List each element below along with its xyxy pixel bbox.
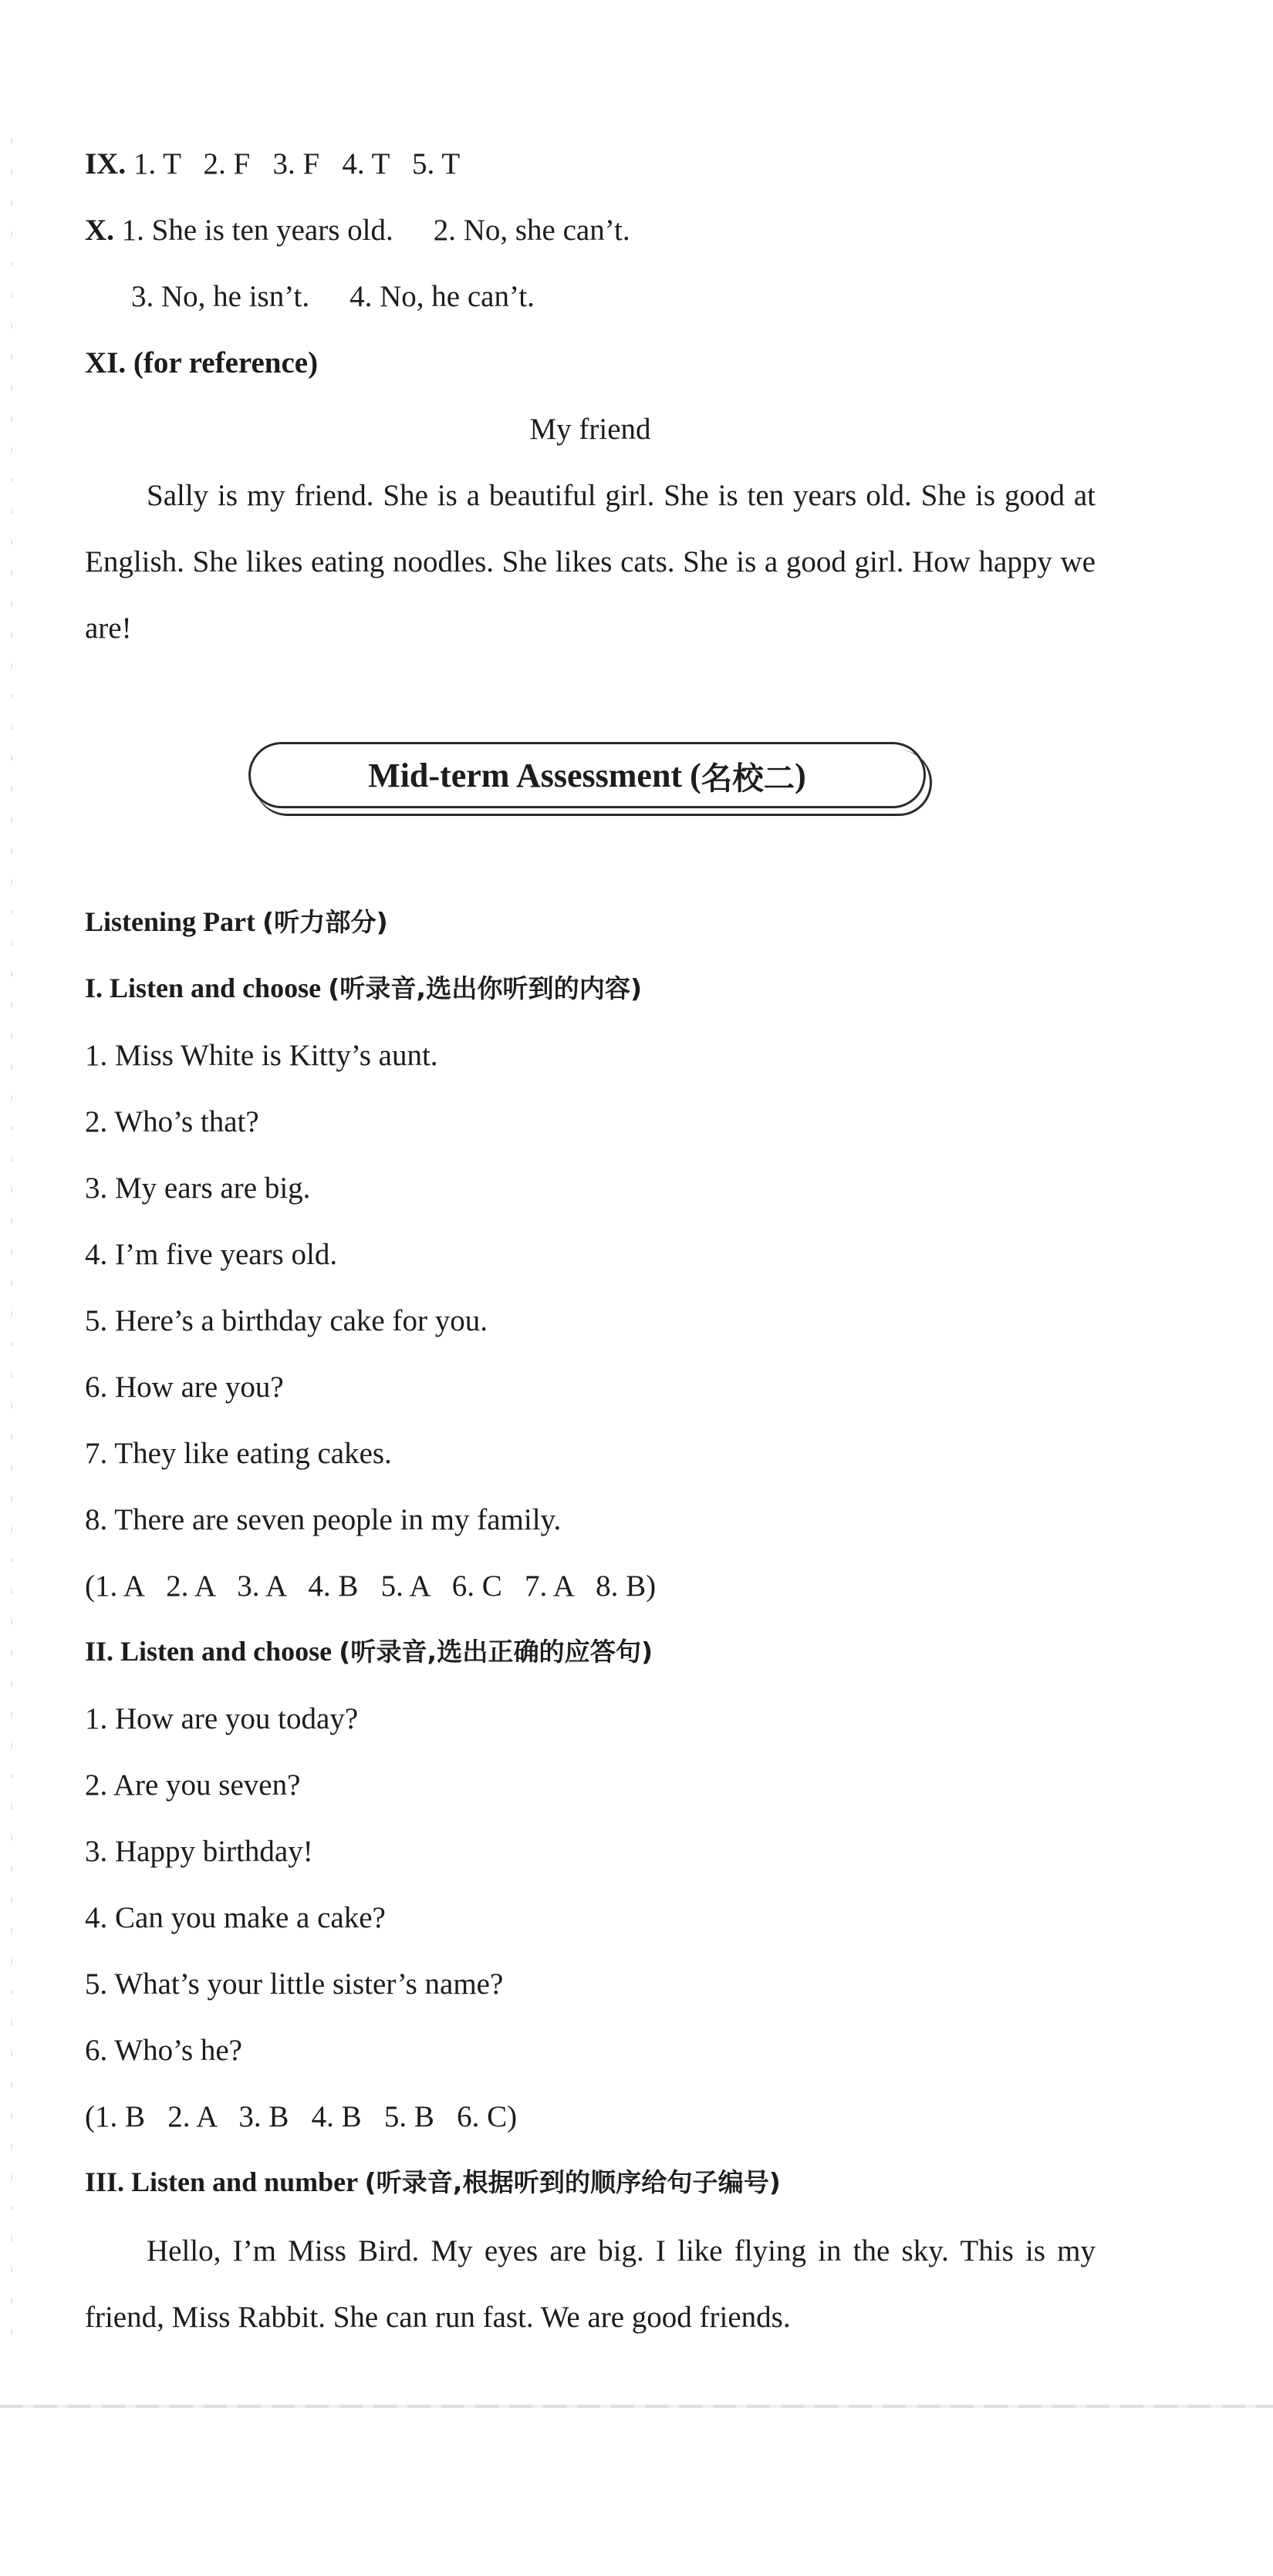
section-10-line-2: [131, 279, 535, 315]
assessment-banner: [248, 742, 926, 808]
part-2-item: 4. Can you make a cake?: [85, 1901, 386, 1934]
part-1-item: 3. My ears are big.: [85, 1172, 311, 1205]
banner-paren-close: ): [795, 756, 806, 794]
listening-heading: [85, 905, 388, 939]
part-1-item: 7. They like eating cakes.: [85, 1437, 392, 1470]
part-1-item: 8. There are seven people in my family.: [85, 1503, 562, 1536]
part-1-title-cn: (听录音,选出你听到的内容): [328, 973, 643, 1003]
section-9-label: IX.: [85, 147, 127, 180]
page-bottom-rule: [0, 2405, 1273, 2408]
part-1-item: 1. Miss White is Kitty’s aunt.: [85, 1039, 438, 1072]
banner-paren-open: (: [690, 756, 701, 794]
part-1-item: 5. Here’s a birthday cake for you.: [85, 1304, 488, 1337]
section-10-answer-4: 4. No, he can’t.: [349, 280, 535, 313]
part-2-item: 5. What’s your little sister’s name?: [85, 1967, 504, 2001]
section-10-answer-3: 3. No, he isn’t.: [131, 280, 310, 313]
section-10-answer-2: 2. No, she can’t.: [433, 214, 630, 247]
part-3-label: III.: [85, 2166, 125, 2197]
part-2-item: 1. How are you today?: [85, 1702, 359, 1735]
banner-title: Mid-term Assessment: [368, 756, 683, 794]
essay-title: My friend: [529, 413, 651, 446]
part-3-title-cn: (听录音,根据听到的顺序给句子编号): [364, 2167, 781, 2197]
section-11-label: XI.: [85, 346, 127, 379]
listening-heading-cn: (听力部分): [262, 907, 388, 937]
part-2-title-cn: (听录音,选出正确的应答句): [339, 1637, 653, 1667]
listening-heading-text: Listening Part: [85, 906, 255, 937]
part-1-answer-key: (1. A 2. A 3. A 4. B 5. A 6. C 7. A 8. B): [85, 1570, 657, 1603]
part-1-title: Listen and choose: [110, 973, 322, 1003]
part-1-item: 6. How are you?: [85, 1371, 284, 1404]
part-1-label: I.: [85, 973, 103, 1003]
part-1-item: 4. I’m five years old.: [85, 1238, 338, 1271]
section-9-answers: 1. T 2. F 3. F 4. T 5. T: [133, 147, 461, 180]
part-2-answer-key: (1. B 2. A 3. B 4. B 5. B 6. C): [85, 2100, 518, 2133]
part-3-heading: [85, 2166, 781, 2199]
part-2-item: 2. Are you seven?: [85, 1768, 301, 1802]
part-1-item: 2. Who’s that?: [85, 1105, 259, 1138]
left-margin-mark: [11, 139, 12, 2360]
section-9: [85, 147, 460, 183]
part-2-heading: [85, 1635, 653, 1668]
banner-cn: 名校二: [701, 759, 795, 797]
part-3-passage-text: Hello, I’m Miss Bird. My eyes are big. I like flying in the sky. This is my friend, Miss Rabbit. She can run fast. We are good friends.: [85, 2234, 1096, 2334]
part-2-item: 6. Who’s he?: [85, 2034, 242, 2067]
section-10-label: X.: [85, 214, 114, 247]
part-3-passage: [85, 2218, 1096, 2351]
section-10-line-1: [85, 213, 630, 249]
part-2-label: II.: [85, 1636, 114, 1667]
part-1-heading: [85, 972, 642, 1005]
part-3-title: Listen and number: [131, 2166, 358, 2197]
essay-body: [85, 463, 1096, 662]
section-11-heading: [85, 346, 318, 382]
part-2-item: 3. Happy birthday!: [85, 1835, 313, 1868]
essay-text: Sally is my friend. She is a beautiful girl. She is ten years old. She is good at English. She likes eating noodles. She likes cats. She is a good girl. How happy we are!: [85, 479, 1096, 645]
section-11-note: (for reference): [133, 346, 319, 379]
section-10-answer-1: 1. She is ten years old.: [121, 214, 393, 247]
part-2-title: Listen and choose: [120, 1636, 333, 1667]
